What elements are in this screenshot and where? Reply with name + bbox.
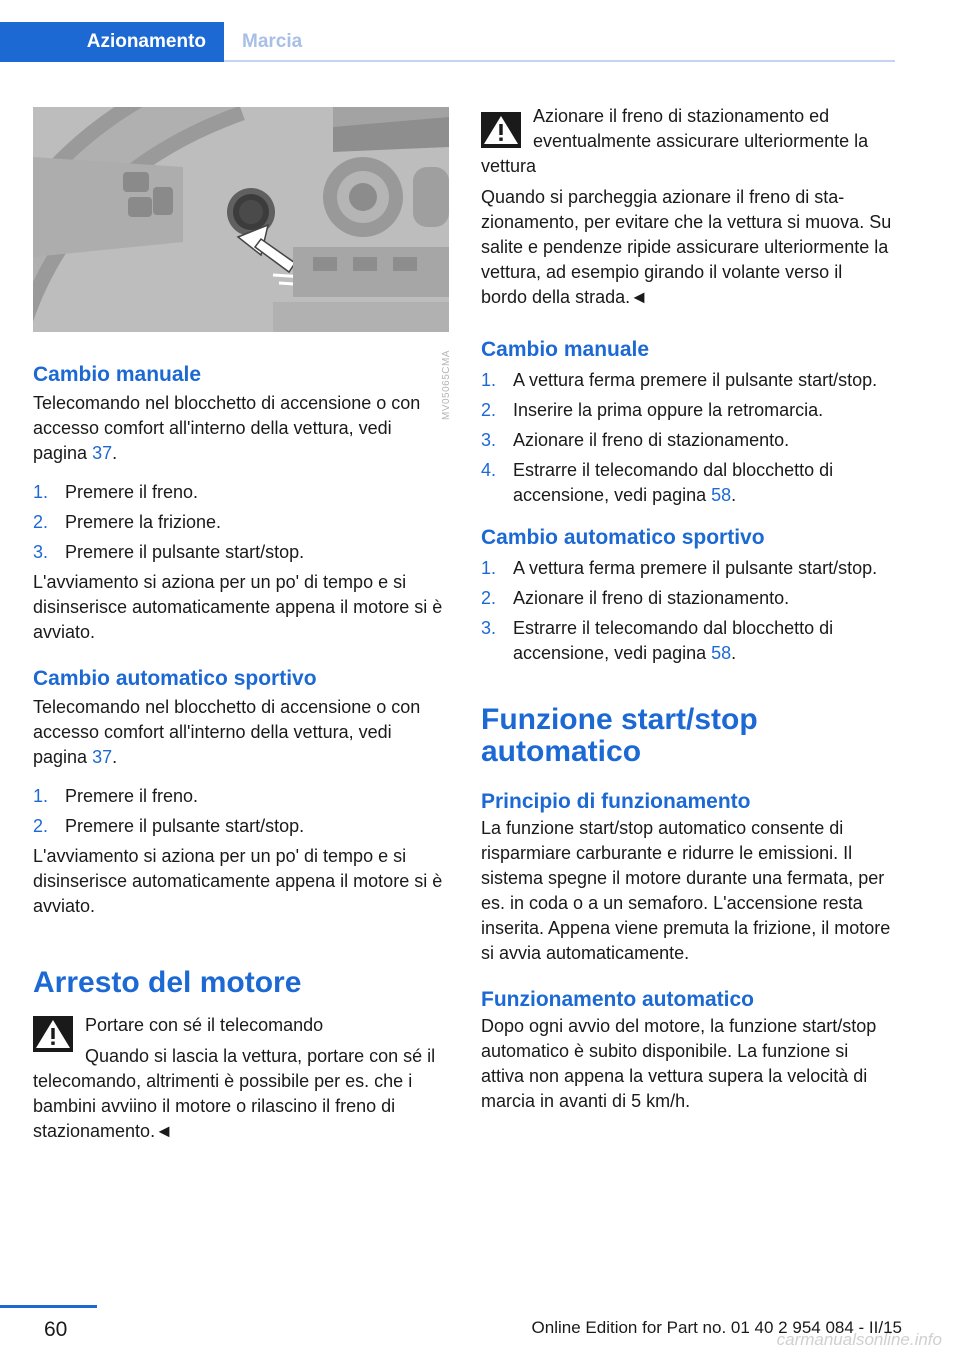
step-number: 2. [33,512,49,532]
header-tabs [0,0,895,62]
edition-line: Online Edition for Part no. 01 40 2 954 084 - II/15 [531,1318,902,1337]
warning-title: Azionare il freno di stazionamento ed eventualmente assicurare ulteriormente la vettura [481,106,869,176]
list-item [33,510,445,535]
step-number: 1. [33,482,49,502]
step-text: Inserire la prima oppure la retromarcia. [513,400,824,420]
section-title-principio: Principio di funzionamento [481,790,751,813]
paragraph-text: . [112,747,118,767]
step-text: Premere la frizione. [65,512,222,532]
step-number: 3. [481,430,497,450]
list-item [33,814,445,839]
start-stop-button-illustration [33,107,449,332]
page-number: 60 [44,1318,68,1341]
list-item [481,458,893,508]
list-item [481,368,893,393]
step-text: A vettura ferma premere il pulsante start/stop. [513,558,878,578]
list-item [481,556,893,581]
warning-text: Quando si lascia la vettura, portare con sé il telecomando, altrimenti è possibile per es. che i bambini avviino il motore o rilascino il freno di stazionamento.◄ [33,1046,436,1141]
step-number: 2. [481,588,497,608]
list-item [33,540,445,565]
footer-rule [0,1305,97,1308]
header-rule [224,60,895,62]
list-item [481,616,893,666]
paragraph-text: Telecomando nel blocchetto di accensione o con accesso comfort all'interno della vettura, vedi pagina [33,697,421,767]
warning-icon [481,112,521,148]
steps-list [33,784,445,839]
paragraph [33,391,445,466]
left-column [33,100,452,1144]
step-text: Premere il pulsante start/stop. [65,816,305,836]
steps-list [33,480,445,565]
steps-list [481,556,893,666]
section-title-cambio-manuale: Cambio manuale [481,338,650,361]
right-column [481,104,893,1114]
warning-block [33,1013,445,1144]
step-number: 4. [481,460,497,480]
step-number: 1. [481,558,497,578]
page-link[interactable]: 58 [711,643,732,663]
steering-wheel-illustration [33,107,449,332]
step-text: Premere il freno. [65,482,199,502]
warning-block [481,104,893,310]
list-item [481,586,893,611]
list-item [481,428,893,453]
tab-azionamento[interactable]: Azionamento [0,22,224,62]
step-text: Azionare il freno di stazionamento. [513,430,790,450]
step-number: 3. [481,618,497,638]
watermark: carmanualsonline.info [776,1330,942,1349]
section-title-cambio-manuale: Cambio manuale [33,363,202,386]
step-text: . [731,485,737,505]
page-link[interactable]: 58 [711,485,732,505]
step-text: . [731,643,737,663]
step-number: 3. [33,542,49,562]
page-link[interactable]: 37 [92,443,113,463]
warning-title: Portare con sé il telecomando [85,1015,324,1035]
paragraph [33,695,445,770]
step-text: Estrarre il telecomando dal blocchetto di accensione, vedi pagina [513,618,834,663]
paragraph-text: . [112,443,118,463]
section-title-cambio-automatico: Cambio automatico sportivo [33,667,317,690]
list-item [33,784,445,809]
paragraph: La funzione start/stop automatico consente di risparmiare carburante e ridurre le emissioni. Il sistema spegne il motore durante una fermata, per es. in coda o a un semaforo. L'accensione resta inserita. Appena viene premuta la frizione, il motore si avvia automaticamente. [481,818,891,963]
step-text: Premere il freno. [65,786,199,806]
paragraph: L'avviamento si aziona per un po' di tempo e si disinserisce automaticamente appena il motore si è avviato. [33,846,443,916]
section-title-funzionamento-automatico: Funzionamento automatico [481,988,754,1011]
step-text: Estrarre il telecomando dal blocchetto di accensione, vedi pagina [513,460,834,505]
figure-code: MV05065CMA [441,349,452,420]
step-number: 2. [33,816,49,836]
step-text: A vettura ferma premere il pulsante start/stop. [513,370,878,390]
step-number: 1. [481,370,497,390]
tab-marcia[interactable]: Marcia [242,31,303,52]
step-number: 2. [481,400,497,420]
steps-list [481,368,893,508]
section-heading-arresto: Arresto del motore [33,966,302,999]
paragraph: L'avviamento si aziona per un po' di tempo e si disinserisce automaticamente appena il motore si è avviato. [33,572,443,642]
list-item [33,480,445,505]
step-text: Azionare il freno di stazionamento. [513,588,790,608]
warning-icon [33,1016,73,1052]
section-heading-funzione-start-stop: Funzione start/stop automatico [481,703,758,768]
step-text: Premere il pulsante start/stop. [65,542,305,562]
section-title-cambio-automatico: Cambio automatico sportivo [481,526,765,549]
step-number: 1. [33,786,49,806]
paragraph: Dopo ogni avvio del motore, la funzione start/stop automatico è subito disponibile. La funzione si attiva non appena la vettura supera la velocità di marcia in avanti di 5 km/h. [481,1016,877,1111]
paragraph-text: Telecomando nel blocchetto di accensione o con accesso comfort all'interno della vettura, vedi pagina [33,393,421,463]
list-item [481,398,893,423]
page-link[interactable]: 37 [92,747,113,767]
warning-text: Quando si parcheggia azionare il freno di stazionamento, per evitare che la vettura si muova. Su salite e pendenze ripide assicurare ulteriormente la vettura, ad esempio girando il volante verso il bordo della strada.◄ [481,187,892,307]
